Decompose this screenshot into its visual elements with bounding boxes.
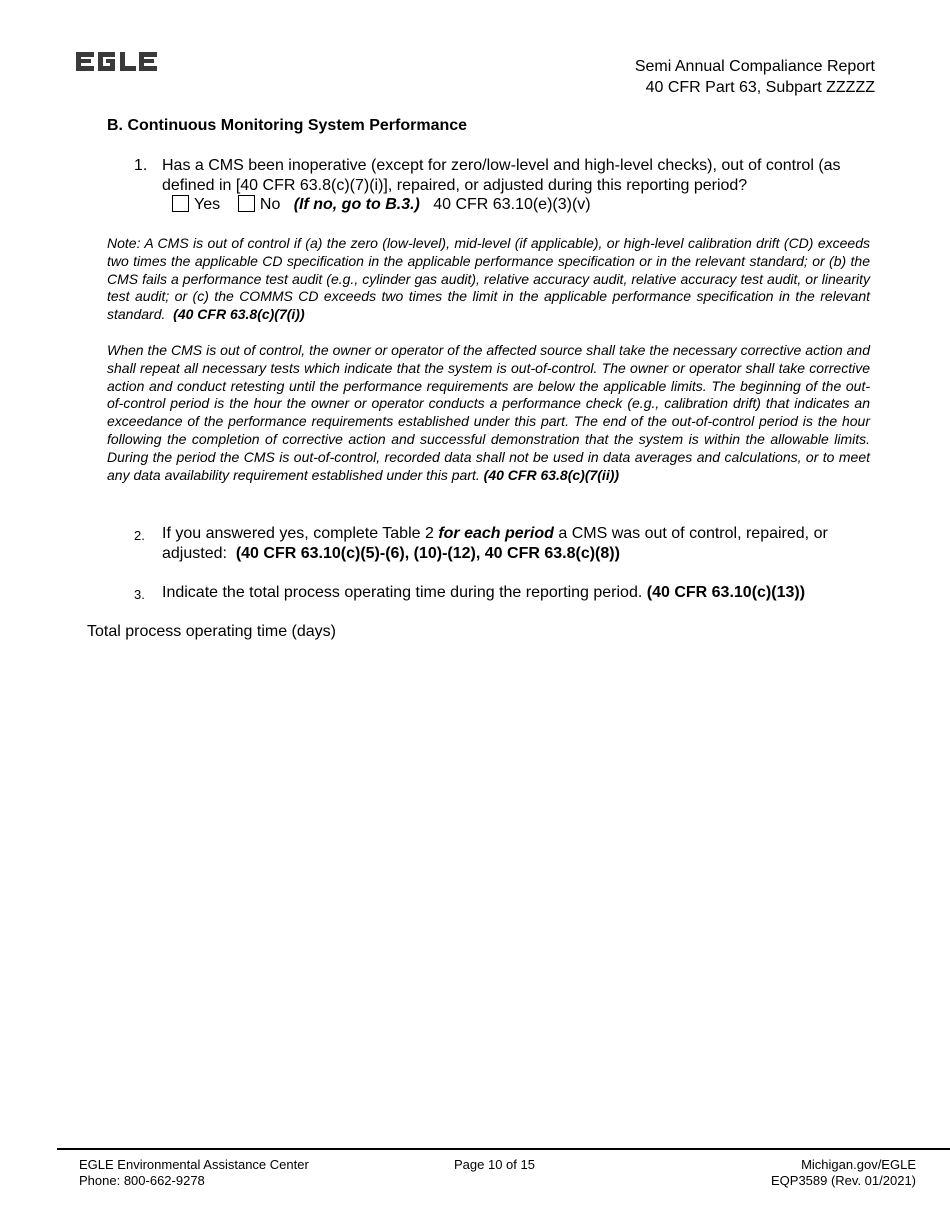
note-1-citation: (40 CFR 63.8(c)(7(i)) — [173, 306, 305, 323]
footer-divider — [57, 1148, 950, 1150]
question-3-text-body: Indicate the total process operating time during the reporting period. — [162, 584, 643, 601]
question-2-emphasis: for each period — [438, 525, 554, 542]
no-label: No — [259, 196, 281, 213]
question-2-text — [162, 524, 882, 564]
question-2-number: 2. — [134, 528, 145, 543]
yes-checkbox[interactable] — [172, 195, 189, 212]
regulation-title: 40 CFR Part 63, Subpart ZZZZZ — [645, 79, 875, 96]
note-2-text: When the CMS is out of control, the owner or operator of the affected source shall take the necessary corrective action and shall repeat all necessary tests which indicate that the system is out-of-control. The owner or operator shall take corrective action and conduct retesting until the performance requirements are below the applicable limits. The beginning of the out-of-control period is the hour the owner or operator conducts a performance check (e.g., calibration drift) that indicates an exceedance of the performance requirements established under this part. The end of the out-of-control period is the hour following the completion of corrective action and successful demonstration that the system is within the allowable limits. During the period the CMS is out-of-control, recorded data shall not be used in data averages and calculations, or to meet any data availability requirement established under this part. — [107, 342, 870, 483]
note-1-text: Note: A CMS is out of control if (a) the zero (low-level), mid-level (if applicable), or high-level calibration drift (CD) exceeds two times the applicable CD specification in the applicable performance specification or in the relevant standard; or (b) the CMS fails a performance test audit (e.g., cylinder gas audit), relative accuracy audit, relative accuracy test audit, or linearity test audit; or (c) the COMMS CD exceeds two times the limit in the applicable performance specification in the relevant standard. — [107, 235, 870, 323]
report-header — [635, 56, 875, 98]
question-3-number: 3. — [134, 587, 145, 602]
question-1-text: Has a CMS been inoperative (except for zero/low-level and high-level checks), out of control (as defined in [40 CFR 63.8(c)(7)(i)], repaired, or adjusted during this reporting period? — [162, 157, 841, 194]
total-operating-time-label: Total process operating time (days) — [87, 623, 336, 640]
egle-logo-graphic — [76, 46, 158, 76]
section-title: B. Continuous Monitoring System Performance — [107, 117, 468, 134]
question-1-citation: 40 CFR 63.10(e)(3)(v) — [433, 196, 591, 213]
note-corrective-action — [107, 342, 870, 484]
question-1-answers — [172, 195, 591, 215]
question-2-text-after: a CMS was out of control, repaired, or adjusted: — [162, 525, 828, 562]
egle-logo — [76, 46, 158, 81]
footer-phone: Phone: 800-662-9278 — [79, 1173, 205, 1188]
footer-form-id: EQP3589 (Rev. 01/2021) — [770, 1173, 916, 1188]
footer-right — [771, 1157, 916, 1189]
note-2-citation: (40 CFR 63.8(c)(7(ii)) — [483, 466, 620, 483]
question-2-text-before: If you answered yes, complete Table 2 — [162, 525, 434, 542]
question-2-citation: (40 CFR 63.10(c)(5)-(6), (10)-(12), 40 CFR 63.8(c)(8)) — [235, 545, 620, 562]
question-3-text — [162, 583, 882, 603]
question-1-number: 1. — [134, 157, 148, 174]
note-out-of-control — [107, 235, 870, 324]
question-3-citation: (40 CFR 63.10(c)(13)) — [646, 584, 806, 601]
report-title: Semi Annual Compaliance Report — [634, 58, 875, 75]
no-checkbox[interactable] — [238, 195, 255, 212]
yes-label: Yes — [194, 196, 221, 213]
footer-page-number: Page 10 of 15 — [454, 1157, 535, 1172]
footer-left — [79, 1157, 309, 1189]
footer-website: Michigan.gov/EGLE — [801, 1157, 916, 1172]
no-instruction: (If no, go to B.3.) — [293, 196, 420, 213]
footer-org: EGLE Environmental Assistance Center — [79, 1157, 309, 1172]
